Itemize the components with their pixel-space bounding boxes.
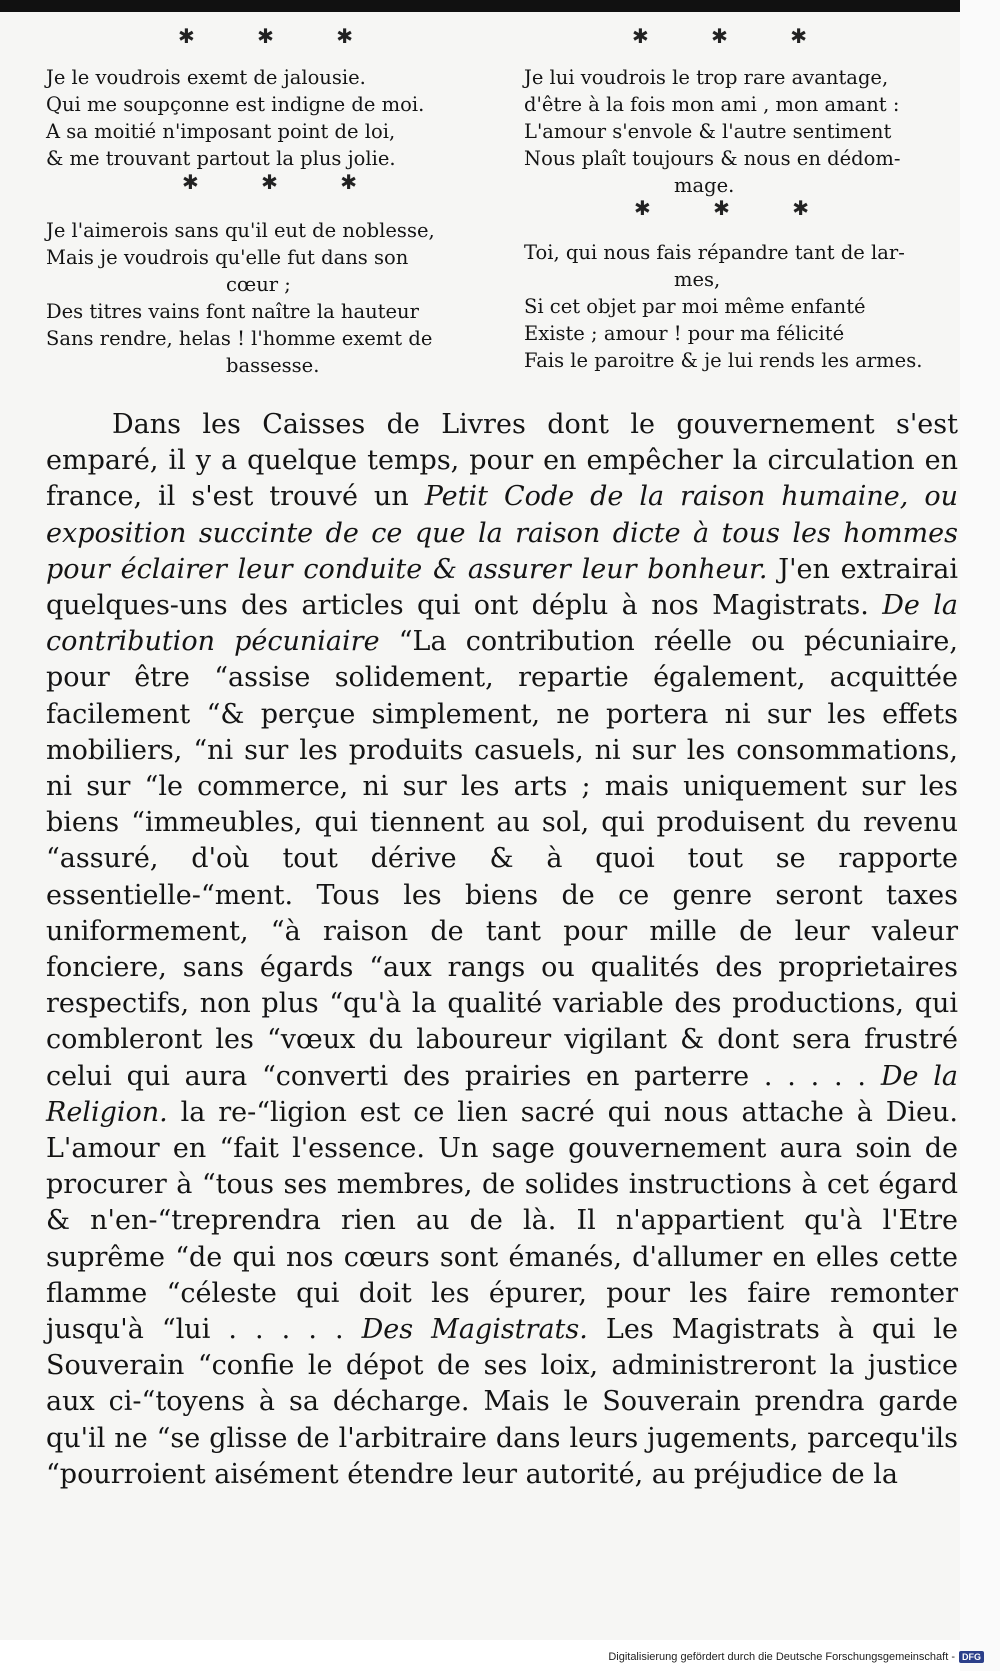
verse-line: Des titres vains font naître la hauteur [46,300,419,323]
dfg-logo: DFG [959,1651,984,1663]
scan-top-edge [0,0,960,12]
verse-line: A sa moitié n'imposant point de loi, [46,120,396,143]
section-heading-religion: De la Religion. [46,1060,958,1128]
verse-line: L'amour s'envole & l'autre sentiment [524,120,892,143]
verse-line: d'être à la fois mon ami , mon amant : [524,93,900,116]
verse-line: Je lui voudrois le trop rare avantage, [524,66,889,89]
prose-text: J'en extrairai quelques-uns des articles qui ont déplu à nos Magistrats. [46,553,958,622]
poem-right-column [524,64,964,374]
verse-line: bassesse. [226,354,320,377]
verse-line: Fais le paroitre & je lui rends les armes. [524,349,923,372]
digitization-credit [608,1651,984,1663]
verse-line: Nous plaît toujours & nous en dédom- [524,147,901,170]
verse-line: mes, [674,268,721,291]
verse-line: Je l'aimerois sans qu'il eut de noblesse, [46,219,435,242]
prose-body [46,407,958,1493]
prose-text: “La contribution réelle ou pécuniaire, pour être “assise solidement, repartie également, acquittée facilement “& perçue simplement, ne portera ni sur les effets mobiliers, “ni sur les produits casuels, ni sur les consommations, ni sur “le commerce, ni sur les arts ; mais uniquement sur les biens “immeubles, qui tiennent au sol, qui produisent du revenu “assuré, d'où tout dérive & à quoi tout se rapporte essentielle-“ment. Tous les biens de ce genre seront taxes uniformement, “à raison de tant pour mille de leur valeur fonciere, sans égards “aux rangs ou qualités des proprietaires respectifs, non plus “qu'à la qualité variable des productions, qui combleront les “vœux du laboureur vigilant & dont sera frustré celui qui aura “converti des prairies en parterre . . . . . [46,626,958,1092]
prose-text: Les Magistrats à qui le Souverain “confie le dépot de ses loix, administreront la justice aux ci-“toyens à sa décharge. Mais le Souverain prendra garde qu'il ne “se glisse de l'arbitraire dans leurs jugements, parcequ'ils “pourroient aisément étendre leur autorité, au préjudice de la [46,1314,959,1490]
verse-line: Si cet objet par moi même enfanté [524,295,866,318]
ornament-mid-left: ✱ ✱ ✱ [182,170,385,194]
verse-line: Existe ; amour ! pour ma félicité [524,322,845,345]
verse-line: Qui me soupçonne est indigne de moi. [46,93,425,116]
verse-line: Toi, qui nous fais répandre tant de lar- [524,241,905,264]
verse-line: mage. [674,174,735,197]
verse-line: Mais je voudrois qu'elle fut dans son [46,246,409,269]
scan-right-margin [960,0,1000,1671]
verse-line: & me trouvant partout la plus jolie. [46,147,396,170]
verse-line: cœur ; [226,273,291,296]
ornament-top-right: ✱ ✱ ✱ [632,24,835,48]
credit-text: Digitalisierung gefördert durch die Deutsche Forschungsgemeinschaft - [608,1651,955,1663]
section-heading-contribution: De la contribution pécuniaire [46,590,959,658]
section-heading-magistrats: Des Magistrats. [361,1314,588,1346]
ornament-top-left: ✱ ✱ ✱ [178,24,381,48]
book-title: Petit Code de la raison humaine, ou exposition succinte de ce que la raison dicte à tous les hommes pour éclairer leur conduite & assurer leur bonheur. [46,481,958,585]
verse-line: Je le voudrois exemt de jalousie. [46,66,366,89]
prose-text: Dans les Caisses de Livres dont le gouvernement s'est emparé, il y a quelque temps, pour en empêcher la circulation en france, il s'est trouvé un [46,409,958,513]
prose-text: la re-“ligion est ce lien sacré qui nous attache à Dieu. L'amour en “fait l'essence. Un sage gouvernement aura soin de procurer à “tous ses membres, de solides instructions à cet égard & n'en-“treprendra rien au de là. Il n'appartient qu'à l'Etre suprême “de qui nos cœurs sont émanés, d'allumer en elles cette flamme “céleste qui doit les épurer, pour les faire remonter jusqu'à “lui . . . . . [46,1096,958,1346]
verse-line: Sans rendre, helas ! l'homme exemt de [46,327,433,350]
ornament-mid-right: ✱ ✱ ✱ [634,196,837,220]
prose-paragraph [46,407,958,1493]
poem-left-column [46,64,476,379]
